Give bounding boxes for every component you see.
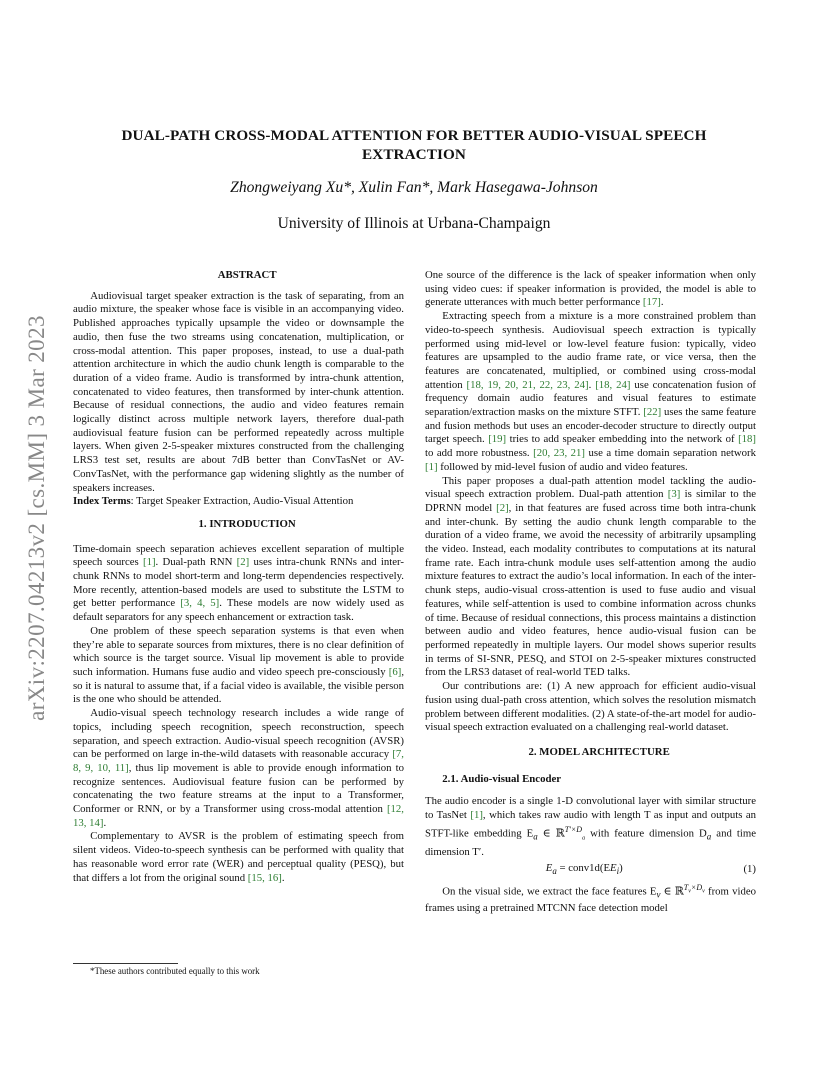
index-terms-label: Index Terms [73,495,131,508]
right-paragraph-2 [425,310,756,474]
footnote: *These authors contributed equally to this work [90,966,260,976]
text: to add more robustness. [425,447,534,460]
text: from video frames using a pretrained MTCNN face detection model [425,885,756,915]
right-paragraph-1 [425,269,756,310]
title-line-2: EXTRACTION [362,146,466,163]
text: . [103,816,107,829]
text: . Dual-path RNN [155,556,237,569]
right-paragraph-4: Our contributions are: (1) A new approach for efficient audio-visual fusion using dual-path cross attention, which solves the resolution mismatch problem between different modalities. (2) A state-of-the-art model for audio-visual speech extraction evaluated on a challenging real-world dataset. [425,680,756,734]
superscript: ×D [690,882,703,892]
citation-link[interactable]: [2] [496,501,509,514]
intro-paragraph-4 [73,830,404,885]
superscript: T′×D [564,824,583,834]
text: , thus lip movement is able to provide enough information to recognize sentences. Audiovisual feature fusion can be performed by concatenating the two feature streams at the input to a Transformer, Conformer or RNN, or by a Transformer using cross-modal attention [73,761,404,816]
text: tries to add speaker embedding into the network of [506,433,739,446]
text: with feature dimension D [585,827,707,840]
eq-close: ) [619,861,623,874]
citation-link[interactable]: [20, 23, 21] [533,447,585,460]
citation-link[interactable]: [7, 8, 9, 10, 11] [73,748,404,774]
superscript: T [683,882,689,892]
equation-1 [425,862,756,879]
citation-link[interactable]: [3, 4, 5] [180,597,220,610]
visual-encoder-paragraph: On the visual side, we extract the face features $E_v$ ∈ ℝ$^{T_v\times D_v}$ from video frames using a pretrained MTCNN face detection model [425,882,756,915]
abstract-heading: ABSTRACT [217,269,277,281]
text: uses intra-chunk RNNs and inter-chunk RNNs to model short-term and long-term dependencies respectively. More recently, attention-based models are used to substitute the LSTM to get better performance [73,556,404,610]
abstract-body: Audiovisual target speaker extraction is the task of separating, from an audio mixture, the speaker whose face is visible in an accompanying video. Published approaches typically upsample the video or downsample the audio, then fuse the two streams using concatenation, multiplication, or cross-modal attention. This paper proposes, instead, to use a dual-path attention architecture in which the audio chunk length is comparable to the duration of a video frame. Audio is transformed by intra-chunk attention, concatenated to video features, then transformed by inter-chunk attention. Because of residual connections, the audio and video features remain logically distinct across multiple network layers, therefore dual-path audiovisual feature fusion can be performed repeatedly across multiple layers. When given 2-5-speaker mixtures constructed from the challenging LRS3 test set, results are about 7dB better than ConvTasNet or AV-ConvTasNet, with the performance gap widening slightly as the number of speakers increases. [73,289,404,494]
text: ∈ ℝ [537,827,565,840]
citation-link[interactable]: [15, 16] [247,871,282,884]
citation-link[interactable]: [22] [643,406,662,419]
text: uses the same feature and fusion methods but uses an encoder-decoder structure to directly output target speech. [425,406,756,446]
right-column [425,269,756,916]
citation-link[interactable]: [17] [642,296,661,309]
index-terms [73,495,404,509]
text: , in that features are fused across time both intra-chunk and inter-chunk. By setting the audio chunk length comparable to the duration of a video frame, we avoid the necessity of arbitrarily upsampling the video. Instead, each modality contributes to computations at its natural frame rate. Each intra-chunk module uses self-attention among the audio mixture features to extract the audio’s local information. In each of the inter-chunk steps, audio-visual cross-attention is used to fuse audio and visual features, while self-attention is used to combine information across chunks of time. Because of residual connections, this process maintains a distinction between audio and video features, hence audio-visual fusion can be performed repeatedly in multiple layers. Our model shows superior results in terms of SI-SNR, PESQ, and STOI on 2-5-speaker mixtures constructed from the LRS3 dataset of real-world TED talks. [425,501,757,679]
right-paragraph-3 [425,475,756,681]
intro-heading: 1. INTRODUCTION [198,517,296,530]
text: Extracting speech from a mixture is a more constrained problem than video-to-speech synthesis. Audiovisual speech extraction is typically performed using mid-level or low-level feature fusion: typically, video features are upsampled to the audio frame rate, or vice versa, then the features are concatenated, multiplied, or combined using cross-modal attention [425,310,756,391]
arxiv-sidebar-stamp [22,278,52,758]
affiliation: University of Illinois at Urbana-Champaign [277,215,551,232]
authors: Zhongweiyang Xu*, Xulin Fan*, Mark Hasegawa-Johnson [230,179,598,196]
left-column [73,269,404,885]
footnote-divider [73,963,178,964]
text: and time dimension T′. [425,827,756,859]
text: Complementary to AVSR is the problem of estimating speech from silent videos. Video-to-speech synthesis can be performed with quality that has reasonable word error rate (WER) and perceptual quality (PESQ), but that differs a lot from the original sound [73,830,404,884]
text: . These models are now widely used as default separators for any speech enhancement or extraction task. [73,597,404,624]
equation-body: $E_a$ = $conv1d(EE_i)$ [545,861,623,876]
eq-lhs: E [545,861,553,874]
citation-link[interactable]: [6] [388,665,402,678]
text: . [660,296,664,309]
text: . [588,378,596,391]
citation-link[interactable]: [1] [143,556,156,569]
text: ∈ ℝ [660,885,684,898]
encoder-paragraph: The audio encoder is a single 1-D convolutional layer with similar structure to TasNet [1], which takes raw audio with length T as input and outputs an STFT-like embedding $E_a$ ∈ ℝ$^{T'\times D}_a$ with feature dimension $D_a$ and time dimension T′. [425,795,756,859]
title-line-1: DUAL-PATH CROSS-MODAL ATTENTION FOR BETTER AUDIO-VISUAL SPEECH [121,127,707,144]
text: On the visual side, we extract the face features E [442,885,657,898]
text: , so it is natural to assume that, if a facial video is available, the visible person is the one who should be attended. [73,665,404,706]
eq-rhs: = conv1d(E [556,861,611,874]
equation-number: (1) [743,863,756,876]
intro-paragraph-1 [73,543,404,625]
citation-link[interactable]: [12, 13, 14] [73,803,404,829]
citation-link[interactable]: [1] [425,460,438,473]
intro-paragraph-3 [73,707,404,830]
citation-link[interactable]: [18, 19, 20, 21, 22, 23, 24] [466,378,589,391]
text: is similar to the DPRNN model [425,488,756,514]
paper-title [80,126,748,164]
text: One problem of these speech separation systems is that even when they’re able to separate sources from mixtures, there is no clear definition of which source is the target source. Visual lip movement is able to provide such information. Humans fuse audio and video speech pre-consciously [73,624,404,678]
citation-link[interactable]: [19] [488,433,507,446]
text: use concatenation fusion of frequency domain audio features and visual features to estimate separation/extraction masks on the mixture STFT. [425,378,756,419]
citation-link[interactable]: [3] [667,488,681,501]
section-2-heading: 2. MODEL ARCHITECTURE [528,745,670,758]
citation-link[interactable]: [18] [738,433,756,446]
subsection-2-1-heading: 2.1. Audio-visual Encoder [442,772,562,785]
text: , which takes raw audio with length T as input and outputs an STFT-like embedding E [425,809,756,840]
citation-link[interactable]: [2] [236,556,250,569]
text: The audio encoder is a single 1-D convolutional layer with similar structure to TasNet [425,795,756,822]
intro-paragraph-2 [73,625,404,707]
arxiv-id: arXiv:2207.04213v2 [cs.MM] 3 Mar 2023 [24,315,49,721]
text: Time-domain speech separation achieves excellent separation of multiple speech sources [73,542,404,569]
text: followed by mid-level fusion of audio and video features. [437,460,688,473]
text: . [281,871,285,884]
citation-link[interactable]: [18, 24] [595,378,631,391]
text: One source of the difference is the lack of speaker information when only using video cues: if speaker information is provided, the model is able to generate utterances with much better performance [425,269,756,309]
text: use a time domain separation network [585,447,757,460]
text: This paper proposes a dual-path attention model tackling the audio-visual speech extraction problem. Dual-path attention [425,474,756,501]
text: Audio-visual speech technology research includes a wide range of topics, including speech recognition, speech reconstruction, speech separation, and speech extraction. Audio-visual speech recognition (AVSR) can be performed on large in-the-wild datasets with reasonable accuracy [73,707,404,761]
citation-link[interactable]: [1] [470,809,483,822]
index-terms-text: : Target Speaker Extraction, Audio-Visual Attention [130,495,354,508]
